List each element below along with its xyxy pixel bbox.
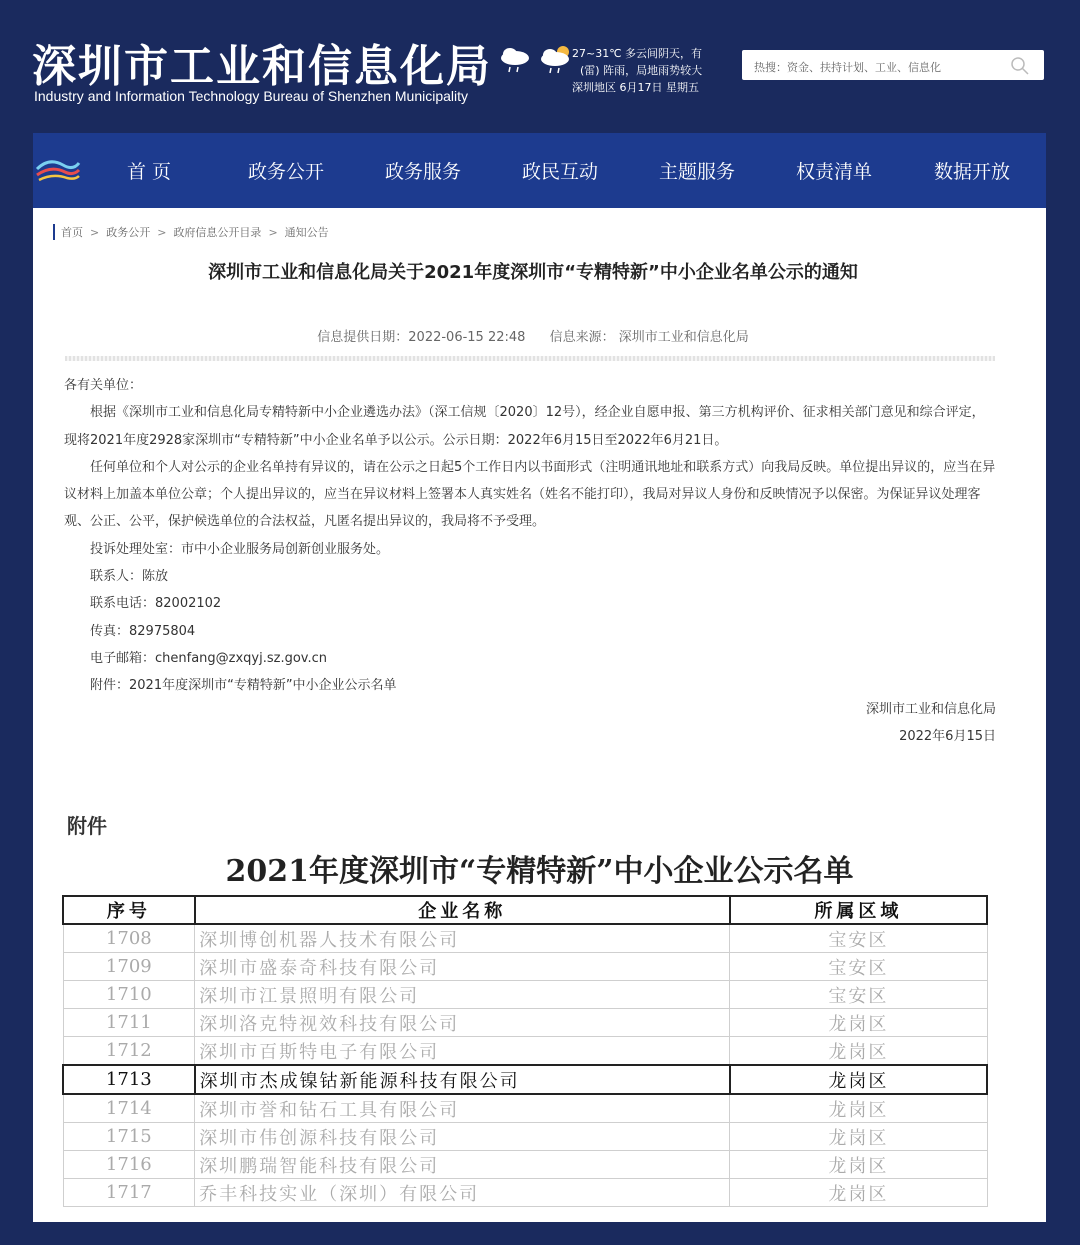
site-subtitle: Industry and Information Technology Bureau of Shenzhen Municipality xyxy=(34,88,469,104)
header-name: 企业名称 xyxy=(195,896,730,924)
paragraph-2: 任何单位和个人对公示的企业名单持有异议的，请在公示之日起5个工作日内以书面形式（注明通讯地址和联系方式）向我局反映。单位提出异议的，应当在异议材料上加盖本单位公章；个人提出异议的，应当在异议材料上签署本人真实姓名（姓名不能打印），我局对异议人身份和反映情况予以保密。为保证异议处理客观、公正、公平，保护候选单位的合法权益，凡匿名提出异议的，我局将不予受理。 xyxy=(64,459,996,530)
weather-line-1: 27~31℃ 多云间阴天，有 xyxy=(572,47,703,60)
breadcrumb-notices[interactable]: 通知公告 xyxy=(284,226,329,239)
company-name: 深圳市江景照明有限公司 xyxy=(195,981,730,1009)
contact-email: 电子邮箱：chenfang@zxqyj.sz.gov.cn xyxy=(90,650,328,666)
nav-item-powers-list[interactable]: 权责清单 xyxy=(796,161,873,183)
table-header xyxy=(63,896,987,924)
district: 宝安区 xyxy=(730,953,987,981)
company-name: 深圳市盛泰奇科技有限公司 xyxy=(195,953,730,981)
weather-info xyxy=(572,45,702,96)
attachment-label: 附件 xyxy=(67,814,107,838)
signature-block xyxy=(866,696,996,751)
company-name: 深圳市杰成镍钴新能源科技有限公司 xyxy=(195,1065,730,1094)
company-name: 深圳市百斯特电子有限公司 xyxy=(195,1037,730,1066)
row-number: 1715 xyxy=(63,1123,195,1151)
breadcrumb-gov-affairs[interactable]: 政务公开 xyxy=(106,226,151,239)
site-header xyxy=(0,0,1080,130)
table-row xyxy=(63,1151,987,1179)
weather-line-2: (雷) 阵雨，局地雨势较大 xyxy=(580,64,703,77)
complaint-office: 投诉处理处室：市中小企业服务局创新创业服务处。 xyxy=(90,541,390,557)
table-row xyxy=(63,1065,987,1094)
district: 龙岗区 xyxy=(730,1037,987,1066)
row-number: 1710 xyxy=(63,981,195,1009)
nav-item-services[interactable]: 政务服务 xyxy=(385,161,462,183)
row-number: 1716 xyxy=(63,1151,195,1179)
contact-phone: 联系电话：82002102 xyxy=(90,596,222,612)
district: 宝安区 xyxy=(730,924,987,953)
table-row xyxy=(63,1009,987,1037)
site-title[interactable]: 深圳市工业和信息化局 xyxy=(32,41,492,92)
search-placeholder: 热搜：资金、扶持计划、工业、信息化 xyxy=(754,61,941,74)
breadcrumb: 首页 > 政务公开 > 政府信息公开目录 > 通知公告 xyxy=(53,224,329,240)
nav-item-interaction[interactable]: 政民互动 xyxy=(522,161,599,183)
table-row xyxy=(63,981,987,1009)
nav-item-gov-affairs[interactable]: 政务公开 xyxy=(248,161,325,183)
attachment-title: 2021年度深圳市“专精特新”中小企业公示名单 xyxy=(225,854,854,889)
weather-line-3: 深圳地区 6月17日 星期五 xyxy=(572,81,699,94)
contact-person: 联系人：陈放 xyxy=(90,569,169,585)
district: 龙岗区 xyxy=(730,1123,987,1151)
info-source: 信息来源： 深圳市工业和信息化局 xyxy=(549,330,749,345)
district: 龙岗区 xyxy=(730,1094,987,1123)
weather-icons xyxy=(498,44,577,78)
sign-org: 深圳市工业和信息化局 xyxy=(865,702,996,717)
header-area: 所属区域 xyxy=(730,896,987,924)
salutation: 各有关单位： xyxy=(64,378,143,393)
row-number: 1708 xyxy=(63,924,195,953)
row-number: 1711 xyxy=(63,1009,195,1037)
publish-date: 信息提供日期：2022-06-15 22:48 xyxy=(317,330,526,345)
district: 龙岗区 xyxy=(730,1151,987,1179)
contact-fax: 传真：82975804 xyxy=(90,623,196,639)
shenzhen-logo-icon[interactable] xyxy=(35,155,81,187)
row-number: 1712 xyxy=(63,1037,195,1066)
attachment-link[interactable]: 附件：2021年度深圳市“专精特新”中小企业公示名单 xyxy=(90,678,397,694)
district: 龙岗区 xyxy=(730,1009,987,1037)
district: 宝安区 xyxy=(730,981,987,1009)
breadcrumb-home[interactable]: 首页 xyxy=(61,226,83,239)
table-row xyxy=(63,1037,987,1066)
search-input[interactable] xyxy=(742,50,1044,80)
table-row xyxy=(63,1123,987,1151)
row-number: 1714 xyxy=(63,1094,195,1123)
company-name: 深圳市誉和钻石工具有限公司 xyxy=(195,1094,730,1123)
row-number: 1713 xyxy=(63,1065,195,1094)
article-body xyxy=(64,372,996,700)
sign-date: 2022年6月15日 xyxy=(899,729,996,745)
nav-item-topics[interactable]: 主题服务 xyxy=(659,161,736,183)
search-icon[interactable] xyxy=(1010,56,1030,80)
page-title: 深圳市工业和信息化局关于2021年度深圳市“专精特新”中小企业名单公示的通知 xyxy=(208,262,858,283)
table-row xyxy=(63,1094,987,1123)
company-table xyxy=(62,895,988,1207)
table-row xyxy=(63,953,987,981)
table-row xyxy=(63,924,987,953)
breadcrumb-catalog[interactable]: 政府信息公开目录 xyxy=(173,226,262,239)
paragraph-1: 根据《深圳市工业和信息化局专精特新中小企业遴选办法》（深工信规〔2020〕12号），经企业自愿申报、第三方机构评价、征求相关部门意见和综合评定，现将2021年度2928家深圳市“专精特新”中小企业名单予以公示。公示日期：2022年6月15日至2022年6月21日。 xyxy=(64,405,985,448)
district: 龙岗区 xyxy=(730,1065,987,1094)
content-panel xyxy=(33,208,1046,1222)
cloud-rain-icon xyxy=(498,44,532,74)
company-name: 深圳博创机器人技术有限公司 xyxy=(195,924,730,953)
article-meta xyxy=(33,326,1033,345)
table-row xyxy=(63,1179,987,1207)
sun-cloud-rain-icon xyxy=(539,44,575,74)
company-name: 深圳市伟创源科技有限公司 xyxy=(195,1123,730,1151)
district: 龙岗区 xyxy=(730,1179,987,1207)
nav-item-home[interactable]: 首 页 xyxy=(127,161,172,183)
nav-item-open-data[interactable]: 数据开放 xyxy=(934,161,1011,183)
company-name: 深圳洛克特视效科技有限公司 xyxy=(195,1009,730,1037)
company-name: 乔丰科技实业（深圳）有限公司 xyxy=(195,1179,730,1207)
main-nav xyxy=(33,133,1046,208)
company-name: 深圳鹏瑞智能科技有限公司 xyxy=(195,1151,730,1179)
header-no: 序号 xyxy=(63,896,195,924)
row-number: 1709 xyxy=(63,953,195,981)
divider xyxy=(65,356,995,361)
row-number: 1717 xyxy=(63,1179,195,1207)
